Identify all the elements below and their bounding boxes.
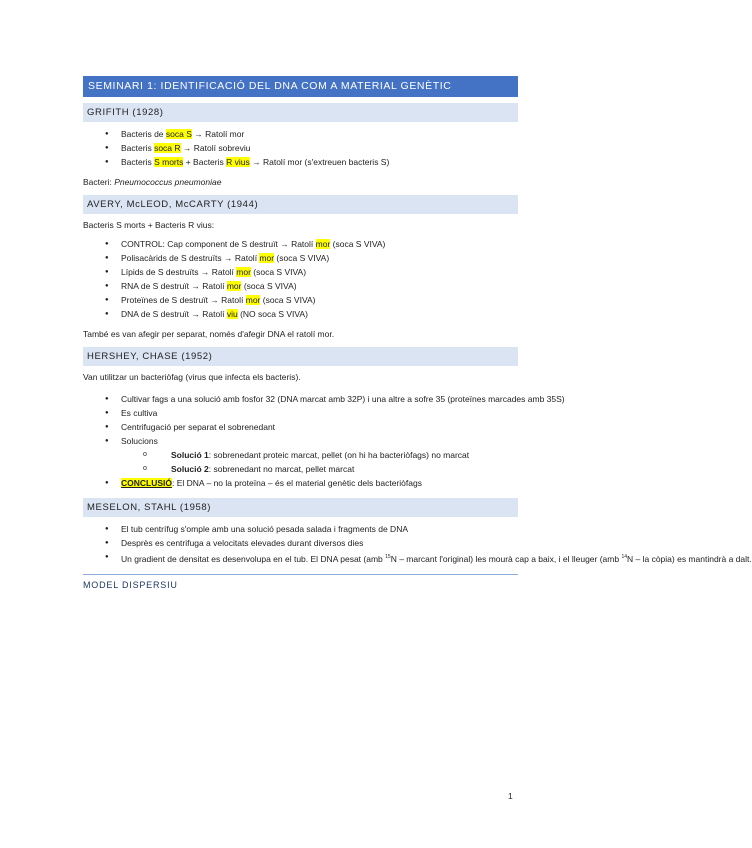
- list-item: ● RNA de S destruït → Ratolí mor (soca S VIVA): [83, 279, 518, 293]
- avery-note: També es van afegir per separat, només d'afegir DNA el ratolí mor.: [83, 329, 335, 339]
- list-item: ● Lípids de S destruïts → Ratolí mor (soca S VIVA): [83, 265, 518, 279]
- list-item: ● Es cultiva: [83, 406, 518, 420]
- list-item: ● Desprès es centrifuga a velocitats elevades durant diversos dies: [83, 536, 518, 550]
- list-item: ● Bacteris soca R → Ratolí sobreviu: [83, 141, 518, 155]
- document-page: [83, 76, 752, 592]
- griffith-heading: GRIFITH (1928): [83, 103, 518, 122]
- list-item: ● Polisacàrids de S destruïts → Ratolí mor (soca S VIVA): [83, 251, 518, 265]
- sub-list-item: o Solució 1: sobrenedant proteic marcat, pellet (on hi ha bacteriòfags) no marcat: [83, 448, 518, 462]
- list-item: ● DNA de S destruït → Ratolí viu (NO soca S VIVA): [83, 307, 518, 321]
- list-item: ● Centrifugació per separat el sobrenedant: [83, 420, 518, 434]
- list-item: ● Cultivar fags a una solució amb fosfor 32 (DNA marcat amb 32P) i una altre a sofre 35 (proteïnes marcades amb 35S): [83, 392, 518, 406]
- list-item: ● CONTROL: Cap component de S destruït → Ratolí mor (soca S VIVA): [83, 237, 518, 251]
- seminar-title: SEMINARI 1: IDENTIFICACIÓ DEL DNA COM A MATERIAL GENÈTIC: [83, 76, 518, 97]
- hershey-heading: HERSHEY, CHASE (1952): [83, 347, 518, 366]
- avery-intro: Bacteris S morts + Bacteris R vius:: [83, 220, 215, 230]
- avery-heading: AVERY, McLEOD, McCARTY (1944): [83, 195, 518, 214]
- hershey-intro: Van utilitzar un bacteriòfag (virus que infecta els bacteris).: [83, 372, 301, 382]
- avery-list: [83, 237, 518, 321]
- page-number: 1: [508, 791, 513, 801]
- bacteri-note: Bacteri: Pneumococcus pneumoniae: [83, 177, 222, 187]
- meselson-heading: MESELON, STAHL (1958): [83, 498, 518, 517]
- model-dispersiu-heading: MODEL DISPERSIU: [83, 574, 518, 592]
- conclusion-item: ● CONCLUSIÓ: El DNA – no la proteïna – és el material genètic dels bacteriòfags: [83, 476, 518, 490]
- list-item: ● Solucions: [83, 434, 518, 448]
- meselson-list: [83, 522, 752, 566]
- sub-list-item: o Solució 2: sobrenedant no marcat, pellet marcat: [83, 462, 518, 476]
- list-item: ● El tub centrífug s'omple amb una solució pesada salada i fragments de DNA: [83, 522, 518, 536]
- list-item: ● Bacteris de soca S → Ratolí mor: [83, 127, 518, 141]
- griffith-list: [83, 127, 518, 169]
- list-item: ● Un gradient de densitat es desenvolupa en el tub. El DNA pesat (amb $^{15}$N – marcant l'original) les mourà cap a baix, i el lleuger (amb $^{14}$N – la còpia) es mantindrà a dalt.: [83, 550, 518, 566]
- hershey-list: [83, 392, 565, 490]
- list-item: ● Bacteris S morts + Bacteris R vius → Ratolí mor (s'extreuen bacteris S): [83, 155, 518, 169]
- list-item: ● Proteïnes de S destruït → Ratolí mor (soca S VIVA): [83, 293, 518, 307]
